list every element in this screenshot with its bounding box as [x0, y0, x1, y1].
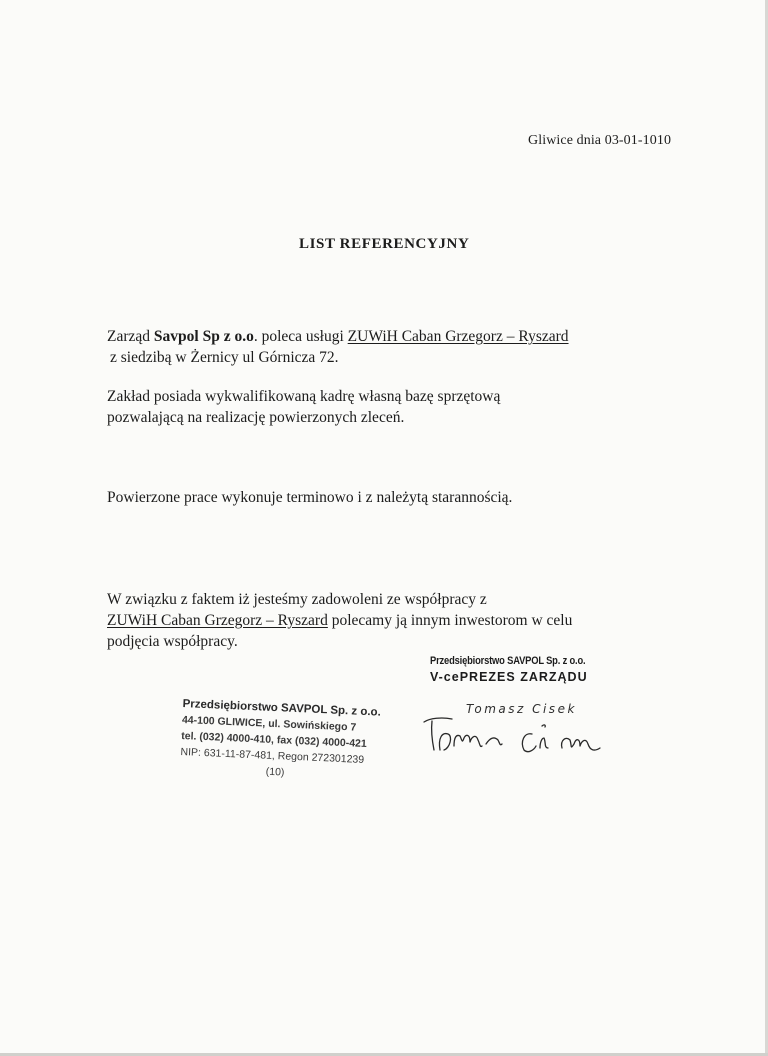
company-name-bold: Savpol Sp z o.o — [153, 328, 254, 345]
paragraph-recommendation — [107, 326, 569, 368]
stamp-phone-fax: tel. (032) 4000-410, fax (032) 4000-421 — [180, 729, 367, 751]
paragraph-recommendation-line1 — [107, 326, 569, 347]
paragraph-qualifications-line2: pozwalającą na realizację powierzonych zleceń. — [107, 409, 405, 426]
paragraph-conclusion — [107, 589, 572, 652]
stamp-company-name: Przedsiębiorstwo SAVPOL Sp. z o.o. — [182, 697, 382, 719]
stamp-nip-regon: NIP: 631-11-87-481, Regon 272301239 — [180, 745, 365, 766]
stamp-address: 44-100 GLIWICE, ul. Sowińskiego 7 — [181, 713, 357, 734]
date-line: Gliwice dnia 03-01-1010 — [528, 133, 672, 148]
signatory-role: V-cePREZES ZARZĄDU — [430, 670, 588, 684]
paragraph-timeliness-line1: Powierzone prace wykonuje terminowo i z należytą starannością. — [107, 489, 513, 506]
signatory-printed-name: Tomasz Cisek — [466, 702, 577, 716]
text-prefix: Zarząd — [107, 328, 154, 345]
paragraph-timeliness — [107, 487, 512, 508]
paragraph-qualifications-line1: Zakład posiada wykwalifikowaną kadrę własną bazę sprzętową — [107, 388, 501, 405]
stamp-number: (10) — [265, 765, 285, 779]
text-rest: polecamy ją innym inwestorom w celu — [327, 612, 573, 629]
contractor-name-2: ZUWiH Caban Grzegorz – Ryszard — [107, 612, 328, 629]
document-title: LIST REFERENCYJNY — [299, 236, 470, 252]
paragraph-conclusion-line1: W związku z faktem iż jesteśmy zadowoleni ze współpracy z — [107, 591, 487, 608]
contractor-name: ZUWiH Caban Grzegorz – Ryszard — [347, 328, 569, 345]
paragraph-recommendation-line2: z siedzibą w Żernicy ul Górnicza 72. — [110, 349, 339, 366]
paragraph-conclusion-line3: podjęcia współpracy. — [107, 633, 238, 650]
company-stamp — [180, 696, 403, 786]
handwritten-signature — [420, 708, 610, 768]
paragraph-conclusion-line2 — [107, 610, 572, 631]
signatory-stamp — [430, 655, 613, 684]
text-mid: . poleca usługi — [253, 328, 348, 345]
signatory-company: Przedsiębiorstwo SAVPOL Sp. z o.o. — [430, 655, 586, 667]
paragraph-qualifications — [107, 386, 500, 428]
